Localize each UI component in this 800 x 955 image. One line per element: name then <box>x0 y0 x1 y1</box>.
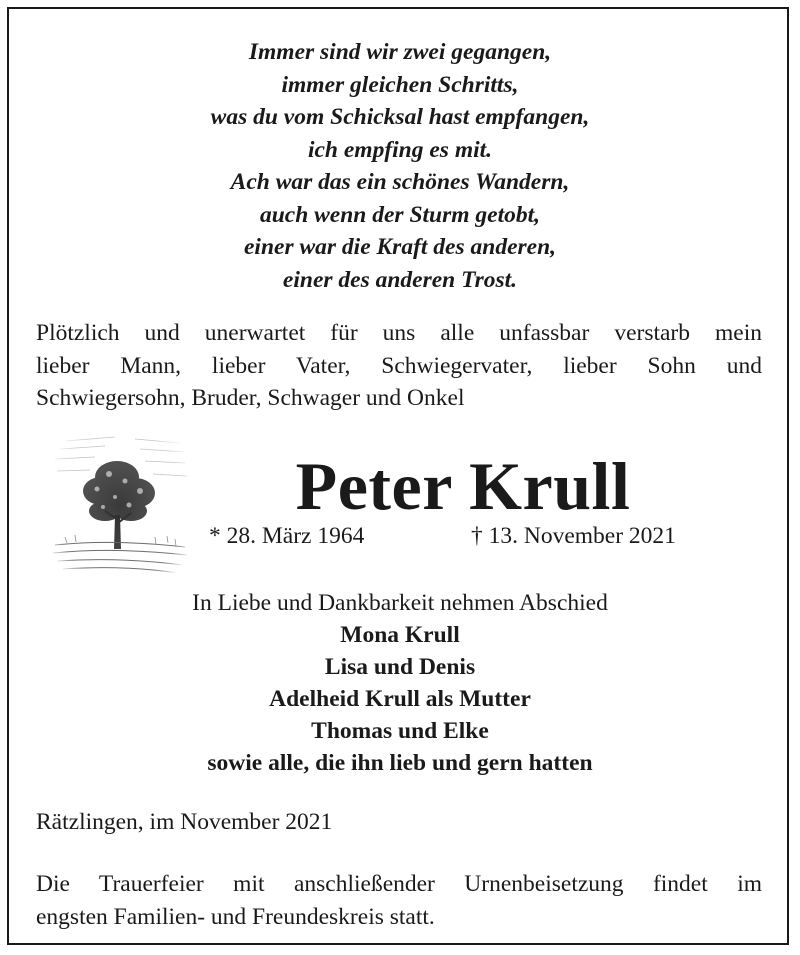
poem-line: immer gleichen Schritts, <box>281 71 519 98</box>
poem <box>9 36 791 296</box>
mourner-name: Thomas und Elke <box>311 718 489 744</box>
obituary-frame <box>7 7 789 945</box>
funeral-line: Die Trauerfeier mit anschließender Urnenbeisetzung findet im <box>36 871 762 897</box>
funeral-line: engsten Familien- und Freundeskreis statt. <box>36 903 435 930</box>
mourner-name: Lisa und Denis <box>324 654 476 680</box>
death-date: † 13. November 2021 <box>471 523 676 549</box>
birth-date: * 28. März 1964 <box>209 523 365 549</box>
mourners-lead: In Liebe und Dankbarkeit nehmen Abschied <box>192 590 608 616</box>
mourner-name: Mona Krull <box>340 622 460 648</box>
poem-line: einer war die Kraft des anderen, <box>243 234 557 260</box>
poem-line: einer des anderen Trost. <box>282 266 518 293</box>
intro-text <box>36 317 762 415</box>
poem-line: was du vom Schicksal hast empfangen, <box>210 104 590 130</box>
intro-line: Plötzlich und unerwartet für uns alle unfassbar verstarb mein <box>36 320 762 346</box>
mourner-name: sowie alle, die ihn lieb und gern hatten <box>207 750 593 776</box>
funeral-notice <box>36 868 762 933</box>
place-date: Rätzlingen, im November 2021 <box>36 809 333 835</box>
intro-line: Schwiegersohn, Bruder, Schwager und Onkel <box>36 385 465 411</box>
mourner-name: Adelheid Krull als Mutter <box>269 686 531 712</box>
tree-landscape-icon <box>45 419 195 591</box>
poem-line: auch wenn der Sturm getobt, <box>259 201 541 228</box>
mourners-block <box>9 587 791 779</box>
mourners-list <box>9 619 791 779</box>
deceased-name: Peter Krull <box>295 448 631 524</box>
intro-line: lieber Mann, lieber Vater, Schwiegervater, lieber Sohn und <box>36 352 762 379</box>
poem-line: Immer sind wir zwei gegangen, <box>248 39 552 65</box>
poem-line: ich empfing es mit. <box>307 136 493 163</box>
poem-line: Ach war das ein schönes Wandern, <box>230 169 570 195</box>
